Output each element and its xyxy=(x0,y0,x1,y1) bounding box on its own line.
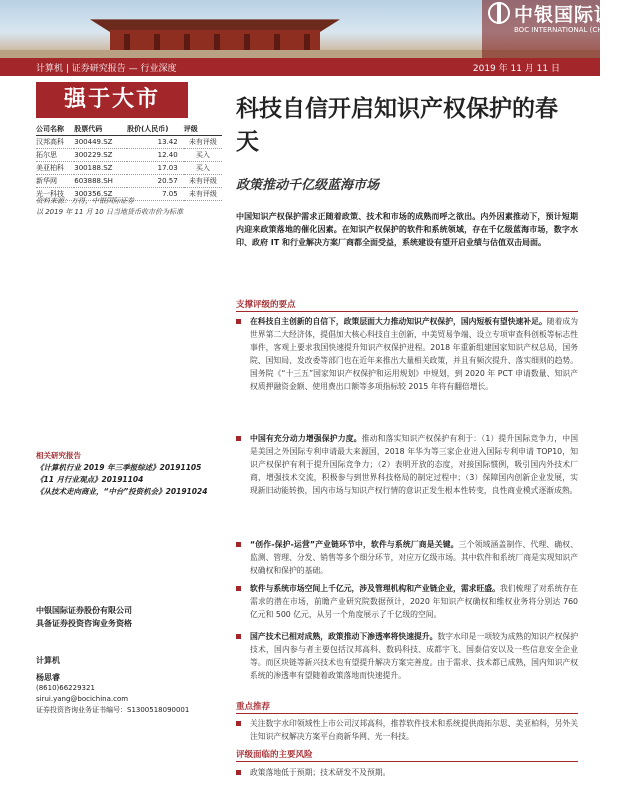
analyst-cert: 证券投资咨询业务证书编号：S1300518090001 xyxy=(36,706,190,714)
rating-badge: 强于大市 xyxy=(36,82,188,118)
cell-price: 20.57 xyxy=(127,175,184,188)
bullet-item xyxy=(236,315,578,393)
cell-rating: 买入 xyxy=(184,149,222,162)
cell-rating: 未有评级 xyxy=(184,175,222,188)
cell-code: 300188.SZ xyxy=(74,162,127,175)
bullet-square-icon xyxy=(236,436,241,441)
cell-code: 300356.SZ xyxy=(74,188,127,201)
table-row xyxy=(36,149,222,162)
cell-company: 光一科技 xyxy=(36,188,74,201)
report-title: 科技自信开启知识产权保护的春天 xyxy=(236,95,558,155)
table-row xyxy=(36,162,222,175)
report-date: 2019 年 11 月 11 日 xyxy=(472,64,560,74)
bullet-body: 推动和落实知识产权保护有利于：（1）提升国际竞争力，中国是美国之外国际专利申请最大来源国，2018 年华为等三家企业进入国际专利申请 TOP10，知识产权保护有利于提升国际竞争力；（2）表明开放的态度，对接国际惯例，吸引国内外技术厂商，增强技术交流，积极参与到世界科技格局的制定过程中；（3）保障国内创新企业发展，实现新旧动能转换，国内市场与知识产权行情的意识正发生根本性转变，良性商业模式逐渐成熟。 xyxy=(250,434,578,495)
related-item[interactable]: 《从技术走向商业，“中台”投资机会》20191024 xyxy=(36,487,208,496)
bullet-square-icon xyxy=(236,634,241,639)
cell-price: 13.42 xyxy=(127,136,184,149)
bullet-item xyxy=(236,717,578,743)
bullet-item xyxy=(236,432,578,497)
report-category: 计算机 | 证券研究报告 — 行业深度 xyxy=(36,64,177,74)
section-risk-heading: 评级面临的主要风险 xyxy=(236,750,313,760)
bullet-square-icon xyxy=(236,542,241,547)
brand-name-en: BOC INTERNATIONAL (CHINA) xyxy=(514,26,618,34)
bullet-body: 随着成为世界第二大经济体，提倡加大核心科技自主创新，中美贸易争端、设立专项审查科创板等标志性事件，客观上要求我国快速提升知识产权保护进程。2018 年重新组建国家知识产权总局，国务院、国知局、发改委等部门也在近年来推出大量相关政策，并且有频次提升、落实细则的趋势。国务院《“十三五”国家知识产权保护和运用规划》中规划，到 2020 年 PCT 申请数量、知识产权质押融资金额、使用费出口额等多项指标较 2015 年将有翻倍增长。 xyxy=(250,317,579,391)
col-company: 公司名称 xyxy=(36,123,74,136)
cell-code: 300449.SZ xyxy=(74,136,127,149)
bullet-item xyxy=(236,538,578,577)
bullet-body: 数字水印是一项较为成熟的知识产权保护技术，国内参与者主要包括汉邦高科、数码科技、成都宇飞、国泰信安以及一些信息安全企业等。而区块链等新兴技术也有望提升解决方案完善度。由于需求、技术都已成熟，国内知识产权系统的渗透率有望随着政策落地而快速提升。 xyxy=(250,632,578,680)
col-price: 股价(人民币) xyxy=(127,123,184,136)
analyst-info xyxy=(36,655,221,716)
bullet-square-icon xyxy=(236,586,241,591)
bullet-lead: 软件与系统市场空间上千亿元，涉及管理机构和产业链企业，需求旺盛。 xyxy=(250,584,500,593)
source-line: 资料来源：万得，中银国际证券 xyxy=(36,197,134,205)
table-header-row xyxy=(36,123,222,136)
bullet-lead: 在科技自主创新的自信下，政策层面大力推动知识产权保护，国内短板有望快速补足。 xyxy=(250,317,547,326)
related-item[interactable]: 《11 月行业观点》20191104 xyxy=(36,475,144,484)
section-divider xyxy=(236,761,578,762)
company-qualification: 具备证券投资咨询业务资格 xyxy=(36,619,132,628)
report-subtitle: 政策推动千亿级蓝海市场 xyxy=(236,178,380,193)
col-rating: 评级 xyxy=(184,123,222,136)
report-summary: 中国知识产权保护需求正随着政策、技术和市场的成熟而呼之欲出。内外因素推动下，预计短期内迎来政策落地的催化因素。在知识产权保护的软件和系统领域，存在千亿级蓝海市场，数字水印、政府 IT 和行业解决方案厂商都全面受益，系统建设有望开启业绩与估值双击局面。 xyxy=(236,212,578,247)
cell-company: 拓尔思 xyxy=(36,149,74,162)
bullet-square-icon xyxy=(236,319,241,324)
section-divider xyxy=(236,713,578,714)
table-row xyxy=(36,136,222,149)
cell-company: 汉邦高科 xyxy=(36,136,74,149)
bullet-item xyxy=(236,630,578,682)
brand-name-cn: 中银国际证券 xyxy=(514,4,634,26)
cell-rating: 未有评级 xyxy=(184,188,222,201)
related-header: 相关研究报告 xyxy=(36,451,81,460)
price-note: 以 2019 年 11 月 10 日当地货币收市价为标准 xyxy=(36,208,183,216)
analyst-name: 杨思睿 xyxy=(36,673,60,682)
stock-table xyxy=(36,123,222,201)
analyst-email[interactable]: sirui.yang@bocichina.com xyxy=(36,695,129,703)
related-reports xyxy=(36,450,221,498)
risk-text: 政策落地低于预期；技术研发不及预期。 xyxy=(250,768,391,777)
cell-company: 新华网 xyxy=(36,175,74,188)
cell-price: 17.03 xyxy=(127,162,184,175)
company-info xyxy=(36,604,221,630)
col-code: 股票代码 xyxy=(74,123,127,136)
cell-price: 12.40 xyxy=(127,149,184,162)
bullet-item xyxy=(236,766,578,779)
table-row xyxy=(36,175,222,188)
boc-logo-icon xyxy=(488,2,510,24)
cell-rating: 未有评级 xyxy=(184,136,222,149)
picks-text: 关注数字水印领域性上市公司汉邦高科，推荐软件技术和系统提供商拓尔思、美亚柏科，另外关注知识产权解决方案平台商新华网、光一科技。 xyxy=(250,719,578,741)
section-picks-heading: 重点推荐 xyxy=(236,702,271,712)
cell-company: 美亚柏科 xyxy=(36,162,74,175)
bullet-square-icon xyxy=(236,721,241,726)
company-name: 中银国际证券股份有限公司 xyxy=(36,606,132,615)
related-item[interactable]: 《计算机行业 2019 年三季报综述》20191105 xyxy=(36,463,202,472)
section-divider xyxy=(236,311,578,312)
bullet-lead: 中国有充分动力增强保护力度。 xyxy=(250,434,362,443)
analyst-phone: (8610)66229321 xyxy=(36,684,95,692)
header-banner xyxy=(0,0,634,58)
bullet-lead: “创作-保护-运营”产业链环节中，软件与系统厂商是关键。 xyxy=(250,540,459,549)
cell-rating: 买入 xyxy=(184,162,222,175)
cell-price: 7.05 xyxy=(127,188,184,201)
analyst-sector: 计算机 xyxy=(36,656,60,665)
bullet-lead: 国产技术已相对成熟，政策推动下渗透率将快速提升。 xyxy=(250,632,438,641)
bullet-square-icon xyxy=(236,770,241,775)
table-source xyxy=(36,196,183,218)
cell-code: 603888.SH xyxy=(74,175,127,188)
bullet-body: 三个领域涵盖制作、代理、确权、监测、管理、分发、销售等多个细分环节，对应万亿级市场。其中软件和系统厂商是实现知识产权确权和保护的基础。 xyxy=(250,540,579,575)
bullet-body: 我们梳理了对系统存在需求的潜在市场，前瞻产业研究院数据预计，2020 年知识产权确权和维权业务将分别达 760 亿元和 500 亿元，从另一个角度展示了千亿级的空间。 xyxy=(250,584,579,619)
bullet-item xyxy=(236,582,578,621)
section-support-heading: 支撑评级的要点 xyxy=(236,300,296,310)
cell-code: 300229.SZ xyxy=(74,149,127,162)
report-category-bar xyxy=(0,58,600,76)
